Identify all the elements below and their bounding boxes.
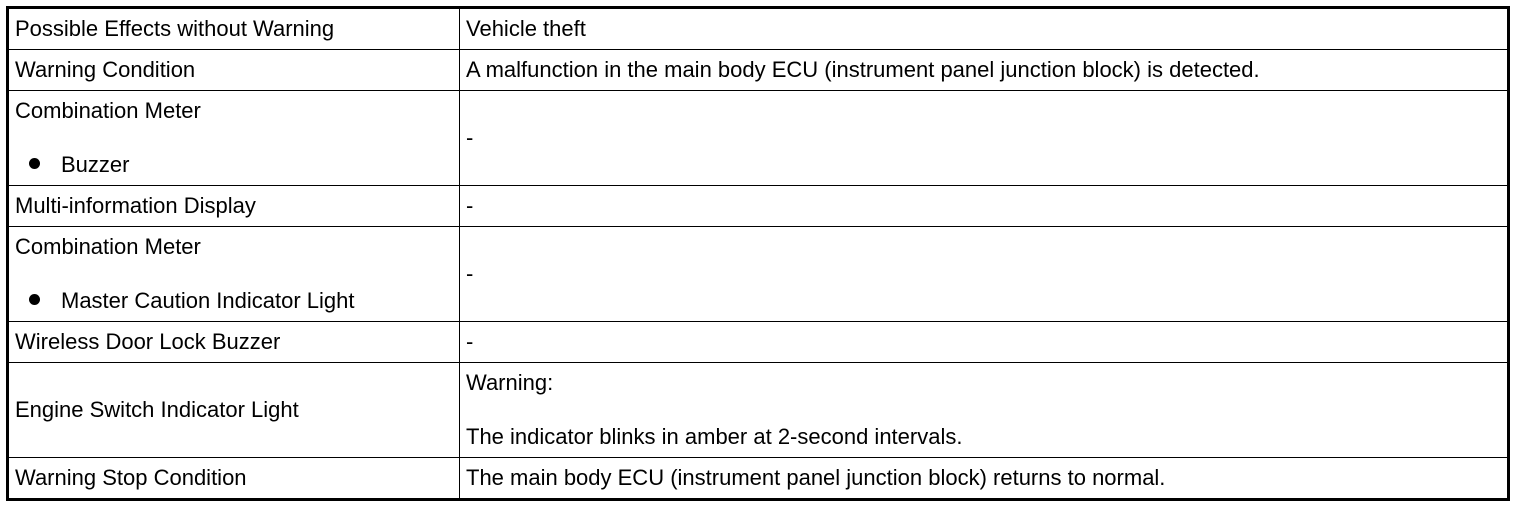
row-value-text: - (466, 193, 474, 218)
row-label-text: Warning Condition (15, 57, 196, 82)
row-value (460, 50, 1509, 91)
bullet-item (15, 152, 453, 178)
table-row (8, 363, 1509, 458)
table-row (8, 50, 1509, 91)
row-label (8, 186, 460, 227)
line-spacer (466, 396, 1501, 424)
bullet-text: Master Caution Indicator Light (61, 288, 355, 313)
bullet-item (15, 288, 453, 314)
row-label-text: Engine Switch Indicator Light (15, 397, 299, 422)
line-spacer (15, 124, 453, 152)
row-value (460, 363, 1509, 458)
row-value (460, 322, 1509, 363)
row-value-title: Warning: (466, 370, 554, 395)
row-label (8, 363, 460, 458)
row-value-text: - (466, 125, 474, 150)
row-value-text: Vehicle theft (466, 16, 586, 41)
row-value-text: The indicator blinks in amber at 2-second intervals. (466, 424, 963, 449)
bullet-icon (29, 158, 40, 169)
row-value (460, 91, 1509, 186)
row-value-text: A malfunction in the main body ECU (instrument panel junction block) is detected. (466, 57, 1260, 82)
row-label (8, 8, 460, 50)
row-value (460, 8, 1509, 50)
row-label-text: Possible Effects without Warning (15, 16, 335, 41)
row-value (460, 186, 1509, 227)
row-label (8, 50, 460, 91)
table-row (8, 227, 1509, 322)
line-spacer (15, 260, 453, 288)
row-label-text: Warning Stop Condition (15, 465, 247, 490)
row-label-text: Combination Meter (15, 98, 201, 123)
row-label-text: Wireless Door Lock Buzzer (15, 329, 281, 354)
row-label (8, 322, 460, 363)
bullet-text: Buzzer (61, 152, 130, 177)
row-value-text: The main body ECU (instrument panel junction block) returns to normal. (466, 465, 1166, 490)
table-row (8, 186, 1509, 227)
row-label (8, 227, 460, 322)
warning-table (6, 6, 1510, 501)
row-value (460, 227, 1509, 322)
bullet-icon (29, 294, 40, 305)
row-value-text: - (466, 329, 474, 354)
table-row (8, 458, 1509, 500)
row-label-text: Combination Meter (15, 234, 201, 259)
row-label (8, 91, 460, 186)
row-label-text: Multi-information Display (15, 193, 256, 218)
row-value-text: - (466, 261, 474, 286)
row-label (8, 458, 460, 500)
table-row (8, 8, 1509, 50)
table-row (8, 322, 1509, 363)
row-value (460, 458, 1509, 500)
table-row (8, 91, 1509, 186)
